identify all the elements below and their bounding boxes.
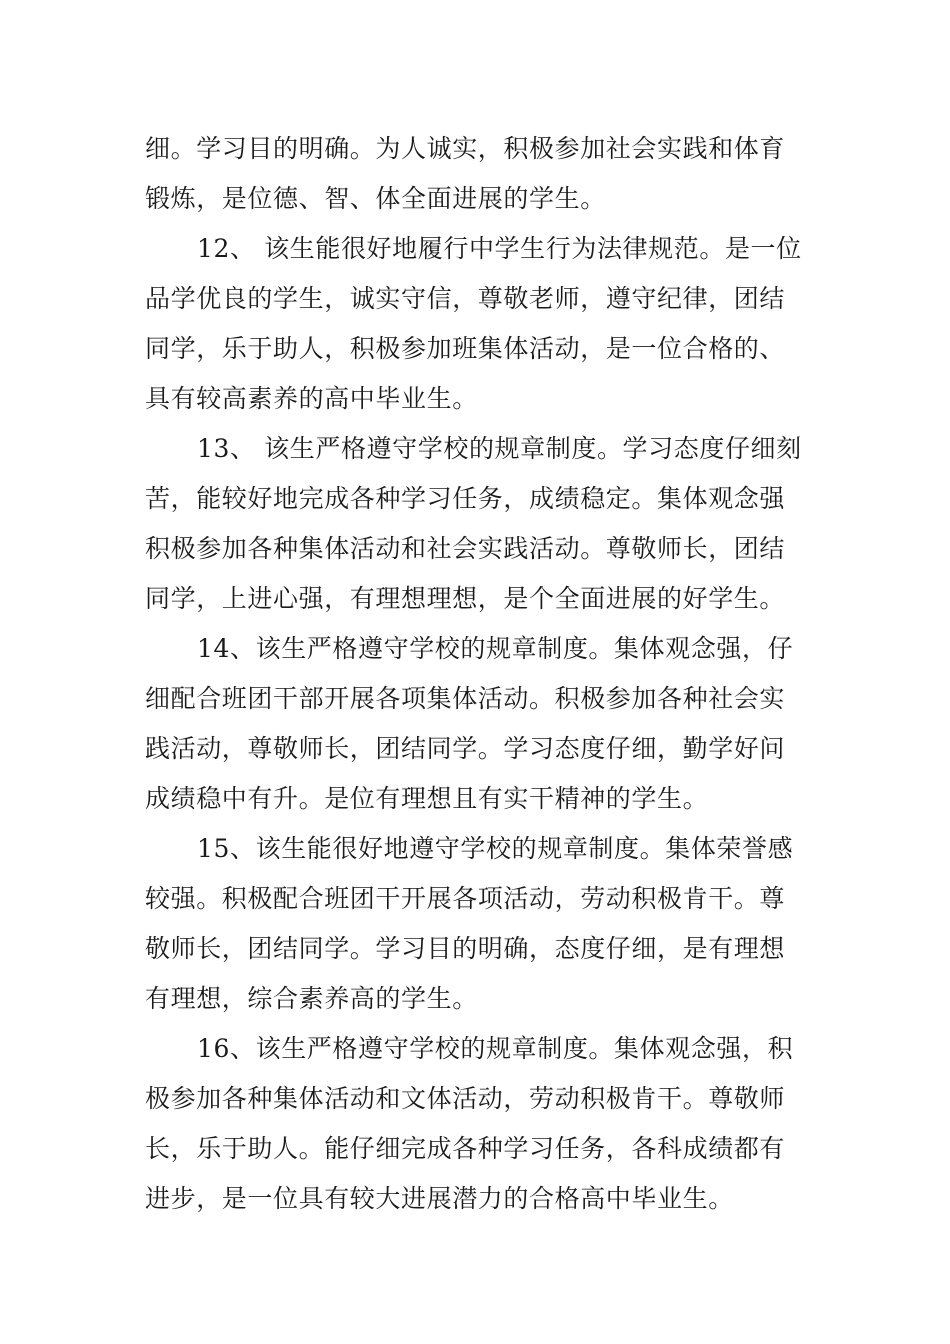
text-line: 品学优良的学生，诚实守信，尊敬老师，遵守纪律，团结 (145, 284, 786, 313)
text-line: 成绩稳中有升。是位有理想且有实干精神的学生。 (145, 784, 709, 813)
document-body (145, 124, 810, 1224)
text-line: 有理想，综合素养高的学生。 (145, 984, 478, 1013)
text-line: 苦，能较好地完成各种学习任务，成绩稳定。集体观念强 (145, 484, 786, 513)
text-line: 长，乐于助人。能仔细完成各种学习任务，各科成绩都有 (145, 1134, 786, 1163)
text-line: 具有较高素养的高中毕业生。 (145, 384, 478, 413)
text-line: 敬师长，团结同学。学习目的明确，态度仔细，是有理想 (145, 934, 786, 963)
text-line: 细。学习目的明确。为人诚实，积极参加社会实践和体育 (145, 134, 786, 163)
text-line: 同学，乐于助人，积极参加班集体活动，是一位合格的、 (145, 334, 786, 363)
text-line: 锻炼，是位德、智、体全面进展的学生。 (145, 184, 606, 213)
paragraph-13-start: 13、 该生严格遵守学校的规章制度。学习态度仔细刻 (197, 434, 802, 463)
text-line: 极参加各种集体活动和文体活动，劳动积极肯干。尊敬师 (145, 1084, 786, 1113)
text-line: 践活动，尊敬师长，团结同学。学习态度仔细，勤学好问 (145, 734, 786, 763)
paragraph-12-start: 12、 该生能很好地履行中学生行为法律规范。是一位 (197, 234, 802, 263)
text-line: 进步，是一位具有较大进展潜力的合格高中毕业生。 (145, 1184, 734, 1213)
paragraph-14-start: 14、该生严格遵守学校的规章制度。集体观念强，仔 (197, 634, 794, 663)
paragraph-16-start: 16、该生严格遵守学校的规章制度。集体观念强，积 (197, 1034, 794, 1063)
text-line: 同学，上进心强，有理想理想，是个全面进展的好学生。 (145, 584, 786, 613)
text-line: 细配合班团干部开展各项集体活动。积极参加各种社会实 (145, 684, 786, 713)
text-line: 积极参加各种集体活动和社会实践活动。尊敬师长，团结 (145, 534, 786, 563)
text-line: 较强。积极配合班团干开展各项活动，劳动积极肯干。尊 (145, 884, 786, 913)
paragraph-15-start: 15、该生能很好地遵守学校的规章制度。集体荣誉感 (197, 834, 794, 863)
